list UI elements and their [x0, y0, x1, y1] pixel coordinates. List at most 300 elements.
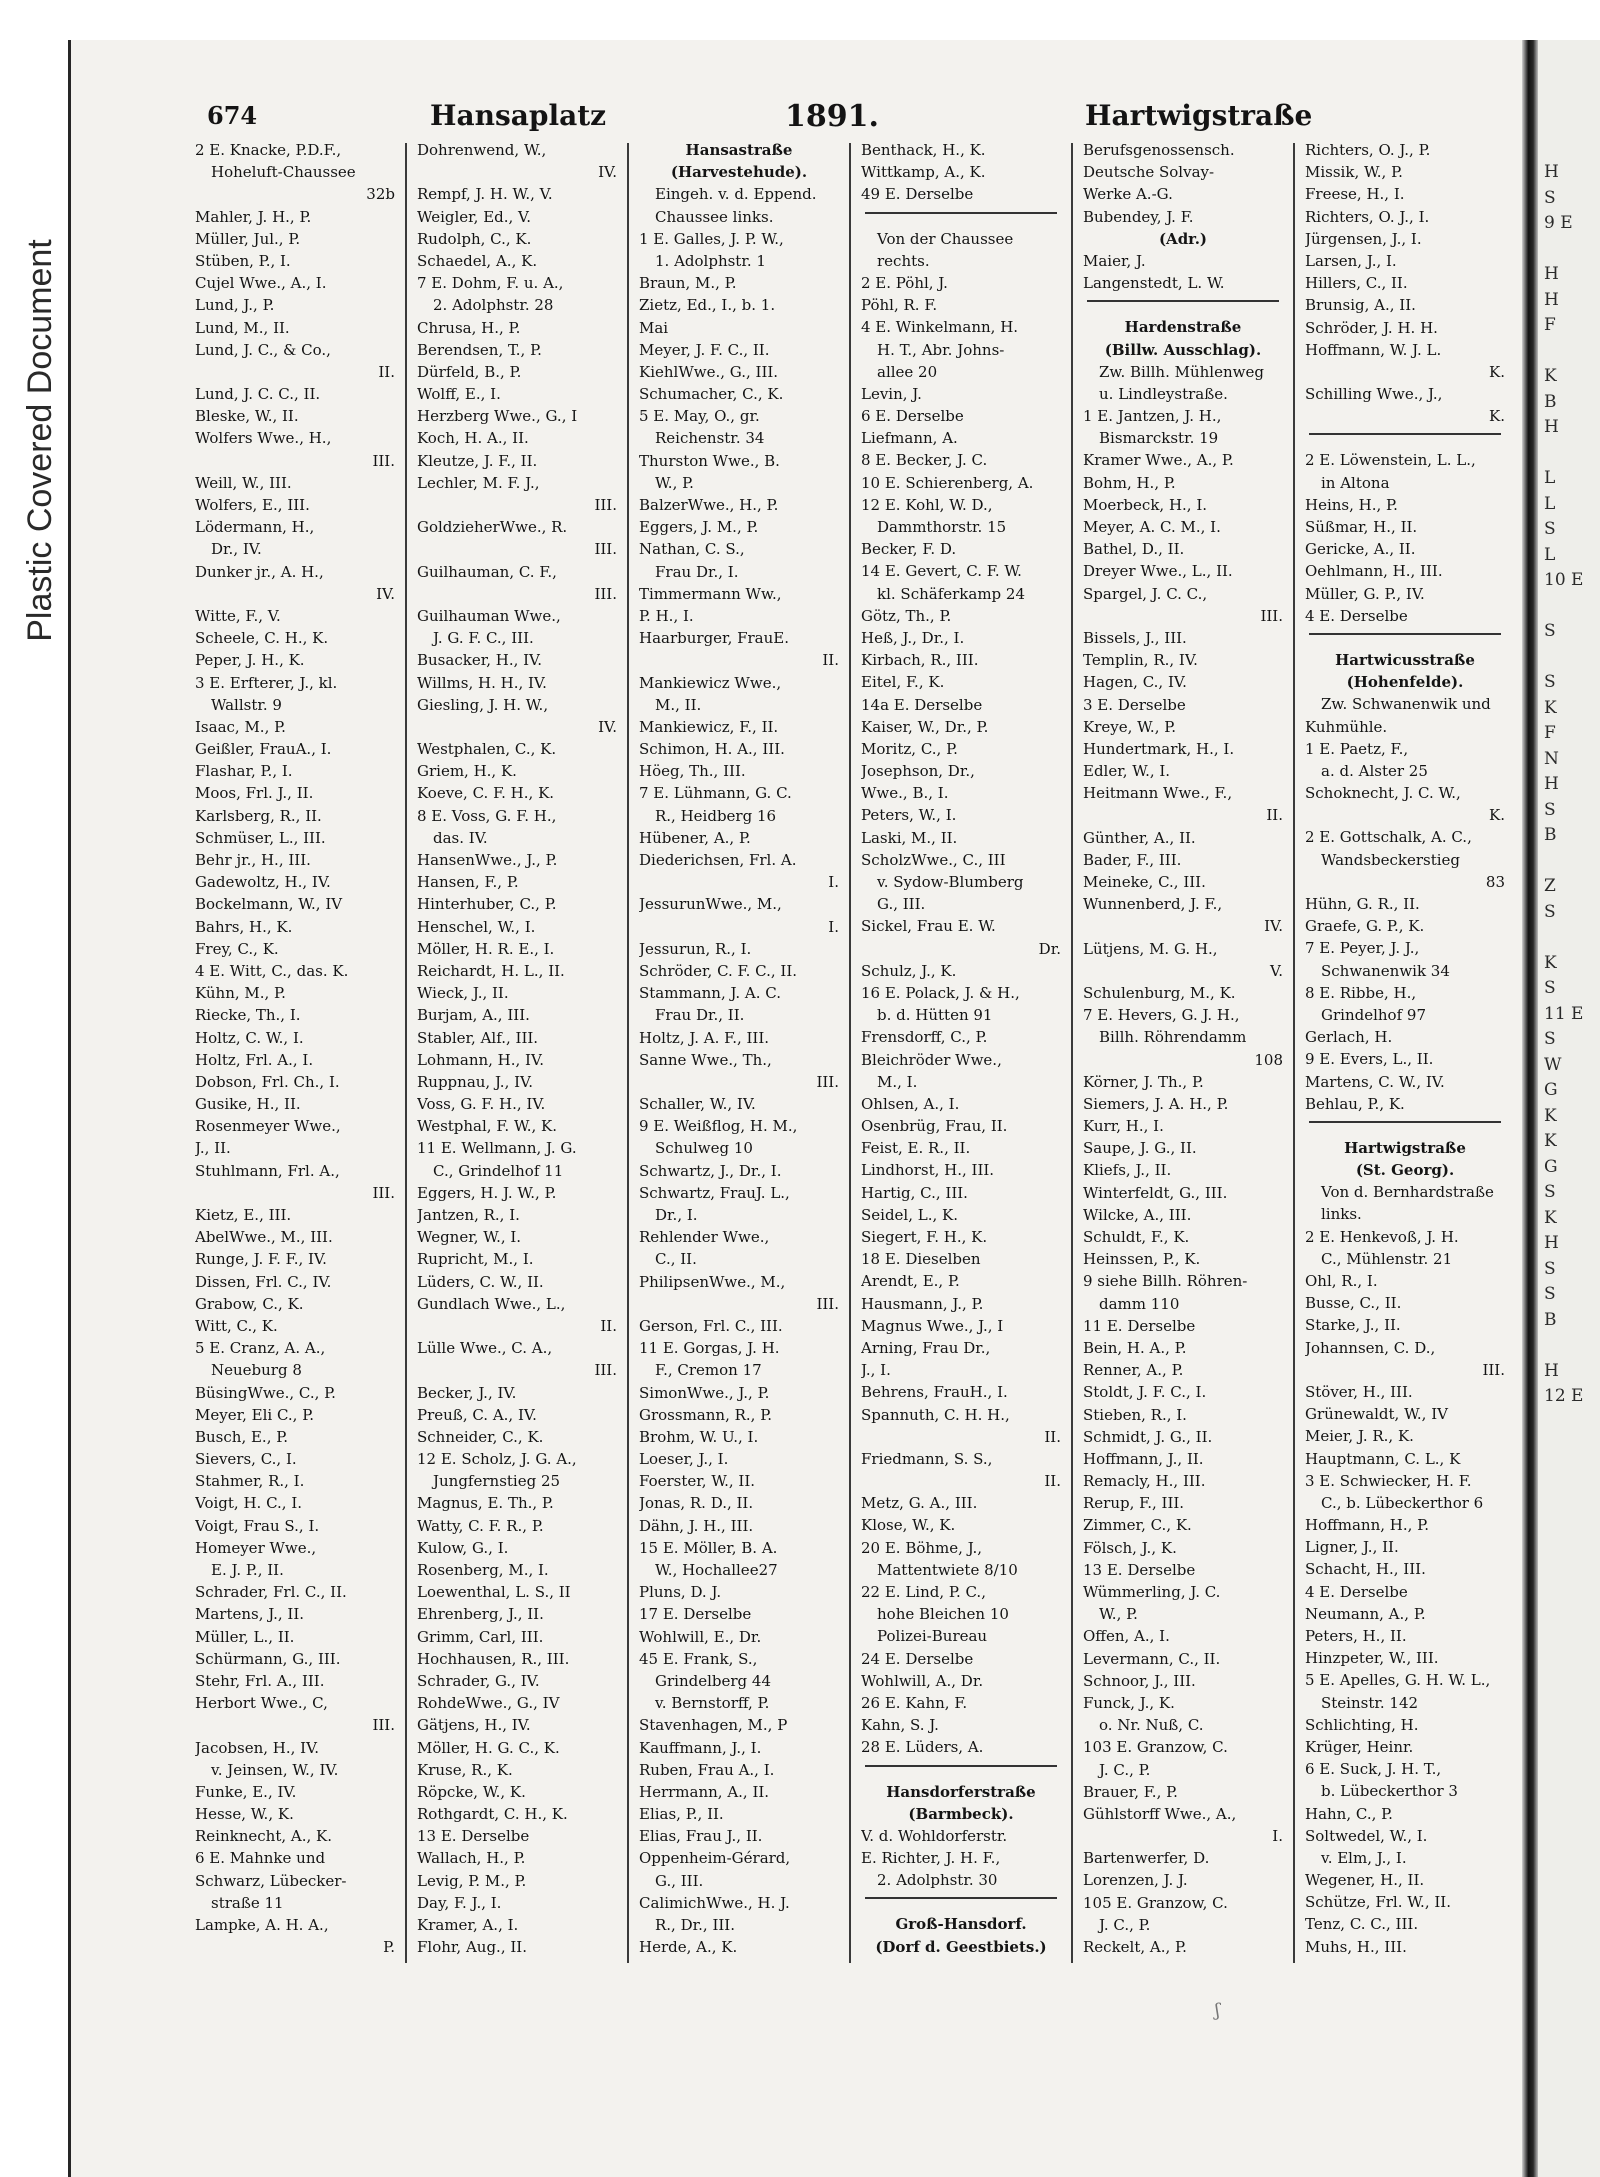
directory-entry: II.	[1266, 806, 1283, 825]
directory-column-4	[861, 139, 1061, 1959]
directory-entry: Kirbach, R., III.	[861, 651, 979, 670]
directory-entry: III.	[594, 496, 617, 514]
directory-entry: Timmermann Ww.,	[639, 584, 782, 603]
directory-entry: Levin, J.	[861, 384, 922, 403]
directory-entry: Guilhauman Wwe.,	[417, 606, 561, 625]
directory-entry: Lund, J. C. C., II.	[195, 385, 321, 404]
directory-entry: 1 E. Paetz, F.,	[1305, 739, 1409, 758]
directory-entry: Lund, J. C., & Co.,	[195, 340, 331, 359]
directory-entry: b. d. Hütten 91	[877, 1006, 993, 1025]
directory-entry: Siegert, F. H., K.	[861, 1228, 988, 1246]
directory-entry: 4 E. Witt, C., das. K.	[195, 961, 349, 980]
directory-entry: Schmidt, J. G., II.	[1083, 1427, 1213, 1446]
directory-entry: Wilcke, A., III.	[1083, 1205, 1192, 1224]
directory-entry: Holtz, J. A. F., III.	[639, 1028, 770, 1047]
directory-entry: Burjam, A., III.	[417, 1006, 530, 1025]
directory-entry: Frensdorff, C., P.	[861, 1028, 988, 1047]
directory-entry: Dähn, J. H., III.	[639, 1516, 754, 1535]
directory-entry: Lülle Wwe., C. A.,	[417, 1339, 553, 1358]
directory-entry: Levermann, C., II.	[1083, 1649, 1221, 1668]
directory-entry: Zw. Schwanenwik und	[1321, 695, 1491, 714]
directory-entry: 22 E. Lind, P. C.,	[861, 1583, 986, 1601]
directory-entry: 6 E. Mahnke und	[195, 1849, 326, 1868]
directory-entry: 11 E. Derselbe	[1083, 1316, 1196, 1335]
directory-entry: Missik, W., P.	[1305, 163, 1403, 182]
directory-entry: Flohr, Aug., II.	[417, 1938, 527, 1957]
directory-entry	[417, 1958, 617, 1959]
directory-entry: Moritz, C., P.	[861, 739, 958, 758]
directory-entry: Eggers, J. M., P.	[639, 518, 759, 537]
directory-entry: Bader, F., III.	[1083, 850, 1182, 869]
directory-entry: Krüger, Heinr.	[1305, 1737, 1414, 1756]
directory-entry: u. Lindleystraße.	[1099, 384, 1228, 403]
directory-entry: Fölsch, J., K.	[1083, 1538, 1177, 1557]
directory-entry: Liefmann, A.	[861, 429, 958, 448]
left-headword: Hansaplatz	[430, 99, 607, 132]
directory-entry: 2 E. Löwenstein, L. L.,	[1305, 451, 1476, 470]
directory-entry: Giesling, J. H. W.,	[417, 695, 549, 714]
directory-entry: 45 E. Frank, S.,	[639, 1649, 758, 1668]
directory-entry: Lütjens, M. G. H.,	[1083, 939, 1218, 958]
directory-entry: Schürmann, G., III.	[195, 1649, 341, 1668]
directory-entry: Schröder, J. H. H.	[1305, 318, 1438, 337]
directory-entry: Stöver, H., III.	[1305, 1382, 1413, 1401]
directory-entry: Wolfers Wwe., H.,	[195, 429, 332, 448]
directory-entry: III.	[594, 584, 617, 603]
directory-entry: (Billw. Ausschlag).	[1104, 340, 1262, 359]
directory-entry: 108	[1254, 1050, 1283, 1069]
directory-entry: II.	[1044, 1472, 1061, 1491]
directory-entry: Langenstedt, L. W.	[1083, 274, 1225, 293]
directory-entry: Voss, G. F. H., IV.	[417, 1095, 546, 1114]
directory-entry: 2 E. Pöhl, J.	[861, 273, 948, 292]
directory-column-5	[1083, 139, 1283, 1959]
directory-entry: Cujel Wwe., A., I.	[195, 274, 327, 293]
directory-entry: 7 E. Lühmann, G. C.	[639, 784, 792, 803]
directory-entry: Wieck, J., II.	[417, 984, 509, 1003]
directory-entry: Scheele, C. H., K.	[195, 629, 329, 648]
directory-entry: Grimm, Carl, III.	[417, 1627, 544, 1646]
directory-entry: Frau Dr., I.	[655, 562, 739, 581]
directory-entry: a. d. Alster 25	[1321, 761, 1428, 780]
pencil-mark-icon: ʃ	[1215, 2000, 1220, 2021]
directory-entry: Rehlender Wwe.,	[639, 1228, 770, 1247]
directory-column-3	[639, 139, 839, 1959]
directory-entry: 8 E. Becker, J. C.	[861, 451, 988, 470]
directory-entry: Isaac, M., P.	[195, 717, 286, 736]
directory-entry: Lüders, C. W., II.	[417, 1272, 544, 1291]
directory-entry: (Hohenfelde).	[1346, 673, 1464, 692]
directory-entry: Kühn, M., P.	[195, 984, 286, 1003]
directory-entry: Henschel, W., I.	[417, 917, 536, 936]
directory-entry: Offen, A., I.	[1083, 1627, 1170, 1646]
directory-entry: Brunsig, A., II.	[1305, 296, 1416, 315]
directory-entry: Riecke, Th., I.	[195, 1006, 301, 1025]
directory-entry: Hesse, W., K.	[195, 1805, 294, 1824]
directory-entry: Mankiewicz Wwe.,	[639, 673, 782, 692]
directory-entry: Stehr, Frl. A., III.	[195, 1671, 325, 1690]
directory-entry: Jungfernstieg 25	[433, 1472, 561, 1491]
directory-entry: Kramer, A., I.	[417, 1916, 519, 1934]
directory-entry: Wegener, H., II.	[1305, 1871, 1425, 1890]
directory-entry: Kahn, S. J.	[861, 1716, 939, 1735]
directory-entry: 3 E. Erfterer, J., kl.	[195, 673, 338, 692]
directory-entry: III.	[372, 1716, 395, 1735]
directory-entry: Schröder, C. F. C., II.	[639, 961, 798, 980]
directory-entry: Schwanenwik 34	[1321, 961, 1450, 980]
directory-entry: Dürfeld, B., P.	[417, 362, 522, 381]
directory-entry: Bleske, W., II.	[195, 407, 299, 426]
directory-entry: Kuhmühle.	[1305, 717, 1388, 736]
directory-entry: Neueburg 8	[211, 1361, 302, 1380]
directory-entry: Hochhausen, R., III.	[417, 1649, 570, 1668]
directory-entry: Bubendey, J. F.	[1083, 207, 1194, 226]
directory-entry: Frey, C., K.	[195, 939, 279, 958]
directory-entry: Eingeh. v. d. Eppend.	[655, 185, 817, 204]
directory-entry: 105 E. Granzow, C.	[1083, 1893, 1228, 1912]
directory-entry: 8 E. Voss, G. F. H.,	[417, 806, 557, 825]
directory-entry: Klose, W., K.	[861, 1516, 956, 1535]
directory-entry: W., P.	[1099, 1605, 1138, 1624]
directory-entry: II.	[1044, 1427, 1061, 1446]
directory-entry: IV.	[598, 717, 617, 736]
directory-entry: Elias, Frau J., II.	[639, 1827, 763, 1846]
directory-entry: Martens, C. W., IV.	[1305, 1072, 1445, 1091]
directory-entry	[639, 1958, 839, 1959]
directory-entry: Meyer, Eli C., P.	[195, 1405, 315, 1424]
directory-entry: Kietz, E., III.	[195, 1206, 292, 1224]
page-header	[195, 95, 1515, 139]
directory-entry: J. C., P.	[1099, 1760, 1151, 1779]
directory-entry: v. Bernstorff, P.	[655, 1694, 770, 1713]
directory-entry: Dreyer Wwe., L., II.	[1083, 562, 1233, 581]
directory-entry: Zimmer, C., K.	[1083, 1516, 1192, 1535]
directory-entry: Lohmann, H., IV.	[417, 1050, 544, 1069]
directory-entry: Hartwigstraße	[1344, 1138, 1466, 1157]
directory-entry: Kulow, G., I.	[417, 1538, 509, 1557]
directory-entry: Benthack, H., K.	[861, 141, 986, 159]
directory-entry: M., I.	[877, 1072, 918, 1091]
directory-entry: Laski, M., II.	[861, 828, 958, 847]
directory-entry: 9 siehe Billh. Röhren-	[1083, 1272, 1248, 1291]
directory-entry: Neumann, A., P.	[1305, 1604, 1426, 1623]
directory-entry: Werke A.-G.	[1083, 185, 1173, 204]
directory-entry: Koeve, C. F. H., K.	[417, 784, 555, 803]
directory-entry: Hagen, C., IV.	[1083, 673, 1187, 692]
directory-entry: Günther, A., II.	[1083, 828, 1196, 847]
directory-entry: Meier, J. R., K.	[1305, 1427, 1414, 1446]
directory-entry: Hundertmark, H., I.	[1083, 739, 1235, 758]
directory-entry: II.	[600, 1316, 617, 1335]
directory-entry: Elias, P., II.	[639, 1805, 724, 1824]
directory-entry: Götz, Th., P.	[861, 606, 952, 625]
directory-entry: Jacobsen, H., IV.	[195, 1738, 320, 1757]
directory-entry: Gadewoltz, H., IV.	[195, 873, 331, 892]
directory-entry: Behr jr., H., III.	[195, 851, 311, 869]
directory-entry	[195, 1958, 395, 1959]
directory-entry: Renner, A., P.	[1083, 1361, 1184, 1380]
directory-entry: Foerster, W., II.	[639, 1472, 756, 1491]
directory-entry: Diederichsen, Frl. A.	[639, 851, 797, 869]
directory-entry	[861, 1958, 1061, 1959]
directory-entry: kl. Schäferkamp 24	[877, 584, 1026, 603]
directory-entry: 1. Adolphstr. 1	[655, 251, 766, 270]
section-divider	[865, 1897, 1057, 1905]
directory-entry: Friedmann, S. S.,	[861, 1449, 993, 1468]
directory-entry: Pluns, D. J.	[639, 1583, 722, 1602]
directory-entry: Grindelberg 44	[655, 1671, 771, 1690]
directory-entry: Mahler, J. H., P.	[195, 207, 312, 226]
directory-entry: Sievers, C., I.	[195, 1450, 297, 1469]
directory-entry: Homeyer Wwe.,	[195, 1538, 317, 1557]
directory-entry: Kramer Wwe., A., P.	[1083, 451, 1234, 470]
directory-entry: Siemers, J. A. H., P.	[1083, 1094, 1229, 1113]
column-divider	[405, 143, 407, 1963]
directory-entry: III.	[594, 1361, 617, 1380]
directory-entry: Voigt, Frau S., I.	[195, 1516, 320, 1535]
directory-entry: 24 E. Derselbe	[861, 1649, 974, 1668]
directory-entry: Lampke, A. H. A.,	[195, 1916, 329, 1934]
directory-entry: Moos, Frl. J., II.	[195, 784, 314, 803]
directory-entry: Möller, H. G. C., K.	[417, 1738, 560, 1757]
directory-entry: Dissen, Frl. C., IV.	[195, 1272, 332, 1291]
directory-entry: 11 E. Wellmann, J. G.	[417, 1139, 577, 1158]
directory-entry: Magnus Wwe., J., I	[861, 1316, 1004, 1335]
directory-entry: Westphalen, C., K.	[417, 740, 557, 759]
directory-entry: Grabow, C., K.	[195, 1294, 304, 1313]
directory-entry: o. Nr. Nuß, C.	[1099, 1716, 1204, 1735]
right-headword: Hartwigstraße	[1085, 99, 1313, 132]
directory-entry: 9 E. Weißflog, H. M.,	[639, 1117, 798, 1136]
directory-entry: GoldzieherWwe., R.	[417, 518, 568, 537]
directory-entry: Witte, F., V.	[195, 606, 281, 625]
directory-entry: Gerlach, H.	[1305, 1028, 1393, 1047]
directory-entry: Schlichting, H.	[1305, 1715, 1419, 1734]
directory-entry: Rosenberg, M., I.	[417, 1561, 549, 1579]
directory-entry: v. Sydow-Blumberg	[877, 873, 1024, 891]
directory-entry: K.	[1489, 362, 1505, 381]
directory-entry: 32b	[366, 185, 395, 204]
directory-entry: Meineke, C., III.	[1083, 873, 1206, 891]
directory-entry: Herbort Wwe., C,	[195, 1694, 328, 1713]
directory-entry: Gühlstorff Wwe., A.,	[1083, 1804, 1237, 1823]
directory-entry: Ligner, J., II.	[1305, 1538, 1399, 1557]
directory-entry: Geißler, FrauA., I.	[195, 740, 332, 759]
directory-entry: Wolfers, E., III.	[195, 496, 310, 514]
directory-entry: Lindhorst, H., III.	[861, 1161, 995, 1180]
directory-entry: 4 E. Winkelmann, H.	[861, 318, 1019, 337]
directory-entry: Arendt, E., P.	[861, 1272, 960, 1291]
directory-entry: Reckelt, A., P.	[1083, 1938, 1187, 1956]
directory-entry: Becker, F. D.	[861, 540, 957, 559]
directory-entry: Wandsbeckerstieg	[1321, 850, 1461, 869]
directory-entry: Martens, J., II.	[195, 1605, 305, 1624]
directory-entry: Soltwedel, W., I.	[1305, 1826, 1428, 1845]
directory-entry: Schütze, Frl. W., II.	[1305, 1893, 1451, 1912]
directory-entry: Preuß, C. A., IV.	[417, 1405, 537, 1424]
directory-entry: 17 E. Derselbe	[639, 1605, 752, 1624]
directory-entry: Ohlsen, A., I.	[861, 1094, 960, 1113]
directory-entry: Herde, A., K.	[639, 1938, 738, 1957]
directory-entry: 26 E. Kahn, F.	[861, 1693, 968, 1712]
directory-entry: Wallstr. 9	[211, 695, 282, 714]
directory-entry: Bohm, H., P.	[1083, 473, 1176, 492]
directory-entry: 14a E. Derselbe	[861, 695, 983, 714]
directory-entry: Stieben, R., I.	[1083, 1405, 1187, 1424]
directory-entry: das. IV.	[433, 828, 488, 847]
directory-entry: BalzerWwe., H., P.	[639, 496, 779, 514]
directory-entry: P.	[383, 1938, 395, 1957]
directory-entry: Rupricht, M., I.	[417, 1250, 534, 1269]
directory-entry: 13 E. Derselbe	[1083, 1560, 1196, 1579]
directory-entry: (St. Georg).	[1355, 1161, 1455, 1180]
directory-entry: Behrens, FrauH., I.	[861, 1383, 1008, 1402]
directory-entry: Sanne Wwe., Th.,	[639, 1050, 772, 1069]
directory-entry: I.	[828, 917, 839, 936]
directory-entry: Oppenheim-Gérard,	[639, 1849, 791, 1868]
directory-entry: 7 E. Dohm, F. u. A.,	[417, 274, 564, 293]
directory-entry: Frau Dr., II.	[655, 1006, 745, 1025]
directory-entry: Larsen, J., I.	[1305, 251, 1397, 270]
directory-entry: III.	[594, 540, 617, 559]
directory-entry: v. Elm, J., I.	[1321, 1848, 1407, 1867]
directory-entry: 103 E. Granzow, C.	[1083, 1738, 1228, 1757]
directory-entry: Griem, H., K.	[417, 762, 517, 781]
column-divider	[1293, 143, 1295, 1963]
directory-entry	[1305, 1958, 1505, 1959]
directory-entry: Koch, H. A., II.	[417, 429, 529, 448]
directory-entry: Gerson, Frl. C., III.	[639, 1316, 783, 1335]
directory-page	[195, 95, 1515, 1995]
directory-entry: Hausmann, J., P.	[861, 1294, 984, 1313]
directory-entry: Meyer, J. F. C., II.	[639, 340, 770, 359]
directory-entry: Johannsen, C. D.,	[1305, 1338, 1436, 1357]
directory-entry: Ehrenberg, J., II.	[417, 1605, 544, 1624]
directory-entry: 2. Adolphstr. 30	[877, 1871, 998, 1890]
directory-entry: Mattentwiete 8/10	[877, 1560, 1018, 1579]
directory-entry: Loewenthal, L. S., II	[417, 1583, 571, 1602]
directory-entry: Schilling Wwe., J.,	[1305, 385, 1443, 404]
directory-entry: Jürgensen, J., I.	[1305, 229, 1422, 248]
directory-entry: Dr.	[1038, 939, 1061, 958]
directory-entry: Hartig, C., III.	[861, 1183, 968, 1202]
directory-entry: KiehlWwe., G., III.	[639, 362, 779, 381]
directory-entry: V. d. Wohldorferstr.	[861, 1826, 1008, 1845]
directory-entry: Wallach, H., P.	[417, 1849, 526, 1868]
directory-entry: b. Lübeckerthor 3	[1321, 1782, 1458, 1801]
directory-entry: Zietz, Ed., I., b. 1.	[639, 296, 776, 315]
section-divider	[1309, 1121, 1501, 1129]
directory-entry: Wümmerling, J. C.	[1083, 1583, 1221, 1601]
directory-entry: Herzberg Wwe., G., I	[417, 407, 578, 426]
directory-entry: Rempf, J. H. W., V.	[417, 185, 553, 204]
directory-entry: Richters, O. J., I.	[1305, 207, 1430, 226]
directory-entry: Weill, W., III.	[195, 473, 292, 492]
directory-entry: Polizei-Bureau	[877, 1627, 988, 1646]
section-divider	[865, 212, 1057, 220]
directory-entry: Remacly, H., III.	[1083, 1472, 1206, 1491]
directory-entry: Wegner, W., I.	[417, 1228, 522, 1247]
directory-entry: Kurr, H., I.	[1083, 1117, 1164, 1136]
directory-entry: Winterfeldt, G., III.	[1083, 1183, 1228, 1202]
directory-entry: Behlau, P., K.	[1305, 1094, 1405, 1113]
directory-entry: Thurston Wwe., B.	[639, 451, 780, 470]
directory-entry: Brohm, W. U., I.	[639, 1427, 759, 1446]
directory-entry: Oehlmann, H., III.	[1305, 562, 1443, 581]
directory-entry: 3 E. Derselbe	[1083, 695, 1186, 714]
directory-entry: J. G. F. C., III.	[433, 629, 534, 648]
directory-entry: JessurunWwe., M.,	[639, 895, 782, 914]
column-divider	[627, 143, 629, 1963]
directory-entry: Willms, H. H., IV.	[417, 673, 547, 692]
directory-entry: Müller, Jul., P.	[195, 229, 301, 248]
directory-entry: Spannuth, C. H. H.,	[861, 1405, 1010, 1424]
directory-entry: Hoffmann, H., P.	[1305, 1516, 1429, 1535]
directory-entry: RohdeWwe., G., IV	[417, 1694, 560, 1713]
directory-entry: Eitel, F., K.	[861, 673, 945, 692]
next-page-edge	[1538, 40, 1600, 2177]
directory-entry: damm 110	[1099, 1294, 1180, 1313]
directory-entry: Voigt, H. C., I.	[195, 1494, 303, 1513]
directory-entry: Schwarz, Lübecker-	[195, 1871, 347, 1890]
directory-entry: 11 E. Gorgas, J. H.	[639, 1339, 780, 1358]
directory-entry: IV.	[598, 163, 617, 182]
directory-entry: Holtz, Frl. A., I.	[195, 1050, 314, 1069]
directory-entry: BüsingWwe., C., P.	[195, 1383, 336, 1402]
directory-entry: Templin, R., IV.	[1083, 651, 1198, 670]
year: 1891.	[785, 99, 879, 134]
directory-entry: Dunker jr., A. H.,	[195, 562, 324, 581]
directory-entry: 12 E. Scholz, J. G. A.,	[417, 1450, 577, 1469]
directory-entry: Nathan, C. S.,	[639, 540, 745, 559]
directory-entry: 6 E. Derselbe	[861, 407, 964, 426]
directory-entry: 4 E. Derselbe	[1305, 606, 1408, 625]
directory-entry: W., Hochallee27	[655, 1561, 778, 1579]
directory-entry: Röpcke, W., K.	[417, 1782, 526, 1801]
directory-entry: Runge, J. F. F., IV.	[195, 1250, 327, 1269]
directory-entry: Jantzen, R., I.	[417, 1206, 520, 1224]
directory-entry: Gericke, A., II.	[1305, 540, 1416, 559]
directory-entry: allee 20	[877, 362, 938, 381]
directory-entry: Höeg, Th., III.	[639, 762, 746, 781]
directory-entry: 3 E. Schwiecker, H. F.	[1305, 1471, 1472, 1490]
directory-entry: G., III.	[877, 895, 926, 914]
directory-entry: H. T., Abr. Johns-	[877, 340, 1005, 359]
directory-entry: 20 E. Böhme, J.,	[861, 1538, 983, 1557]
section-divider	[865, 1765, 1057, 1773]
directory-entry: Hillers, C., II.	[1305, 274, 1408, 293]
directory-entry: Körner, J. Th., P.	[1083, 1072, 1204, 1091]
directory-entry: Arning, Frau Dr.,	[861, 1338, 991, 1357]
directory-entry: Müller, L., II.	[195, 1627, 295, 1646]
directory-entry: Stuhlmann, Frl. A.,	[195, 1161, 340, 1180]
directory-entry: Hauptmann, C. L., K	[1305, 1449, 1461, 1468]
directory-entry: Starke, J., II.	[1305, 1316, 1401, 1335]
directory-entry: Schrader, Frl. C., II.	[195, 1583, 347, 1602]
directory-entry: Holtz, C. W., I.	[195, 1028, 304, 1047]
directory-entry: Jessurun, R., I.	[639, 939, 752, 958]
directory-entry: Freese, H., I.	[1305, 185, 1405, 204]
directory-entry: Schulenburg, M., K.	[1083, 983, 1236, 1002]
directory-entry: Groß-Hansdorf.	[895, 1915, 1027, 1934]
directory-entry: Schwartz, J., Dr., I.	[639, 1161, 782, 1180]
directory-entry: Wwe., B., I.	[861, 784, 949, 803]
directory-entry: Lödermann, H.,	[195, 518, 315, 537]
directory-column-1	[195, 139, 395, 1959]
directory-entry: 18 E. Dieselben	[861, 1250, 981, 1269]
directory-entry: Lund, M., II.	[195, 318, 290, 337]
directory-entry: CalimichWwe., H. J.	[639, 1893, 790, 1912]
